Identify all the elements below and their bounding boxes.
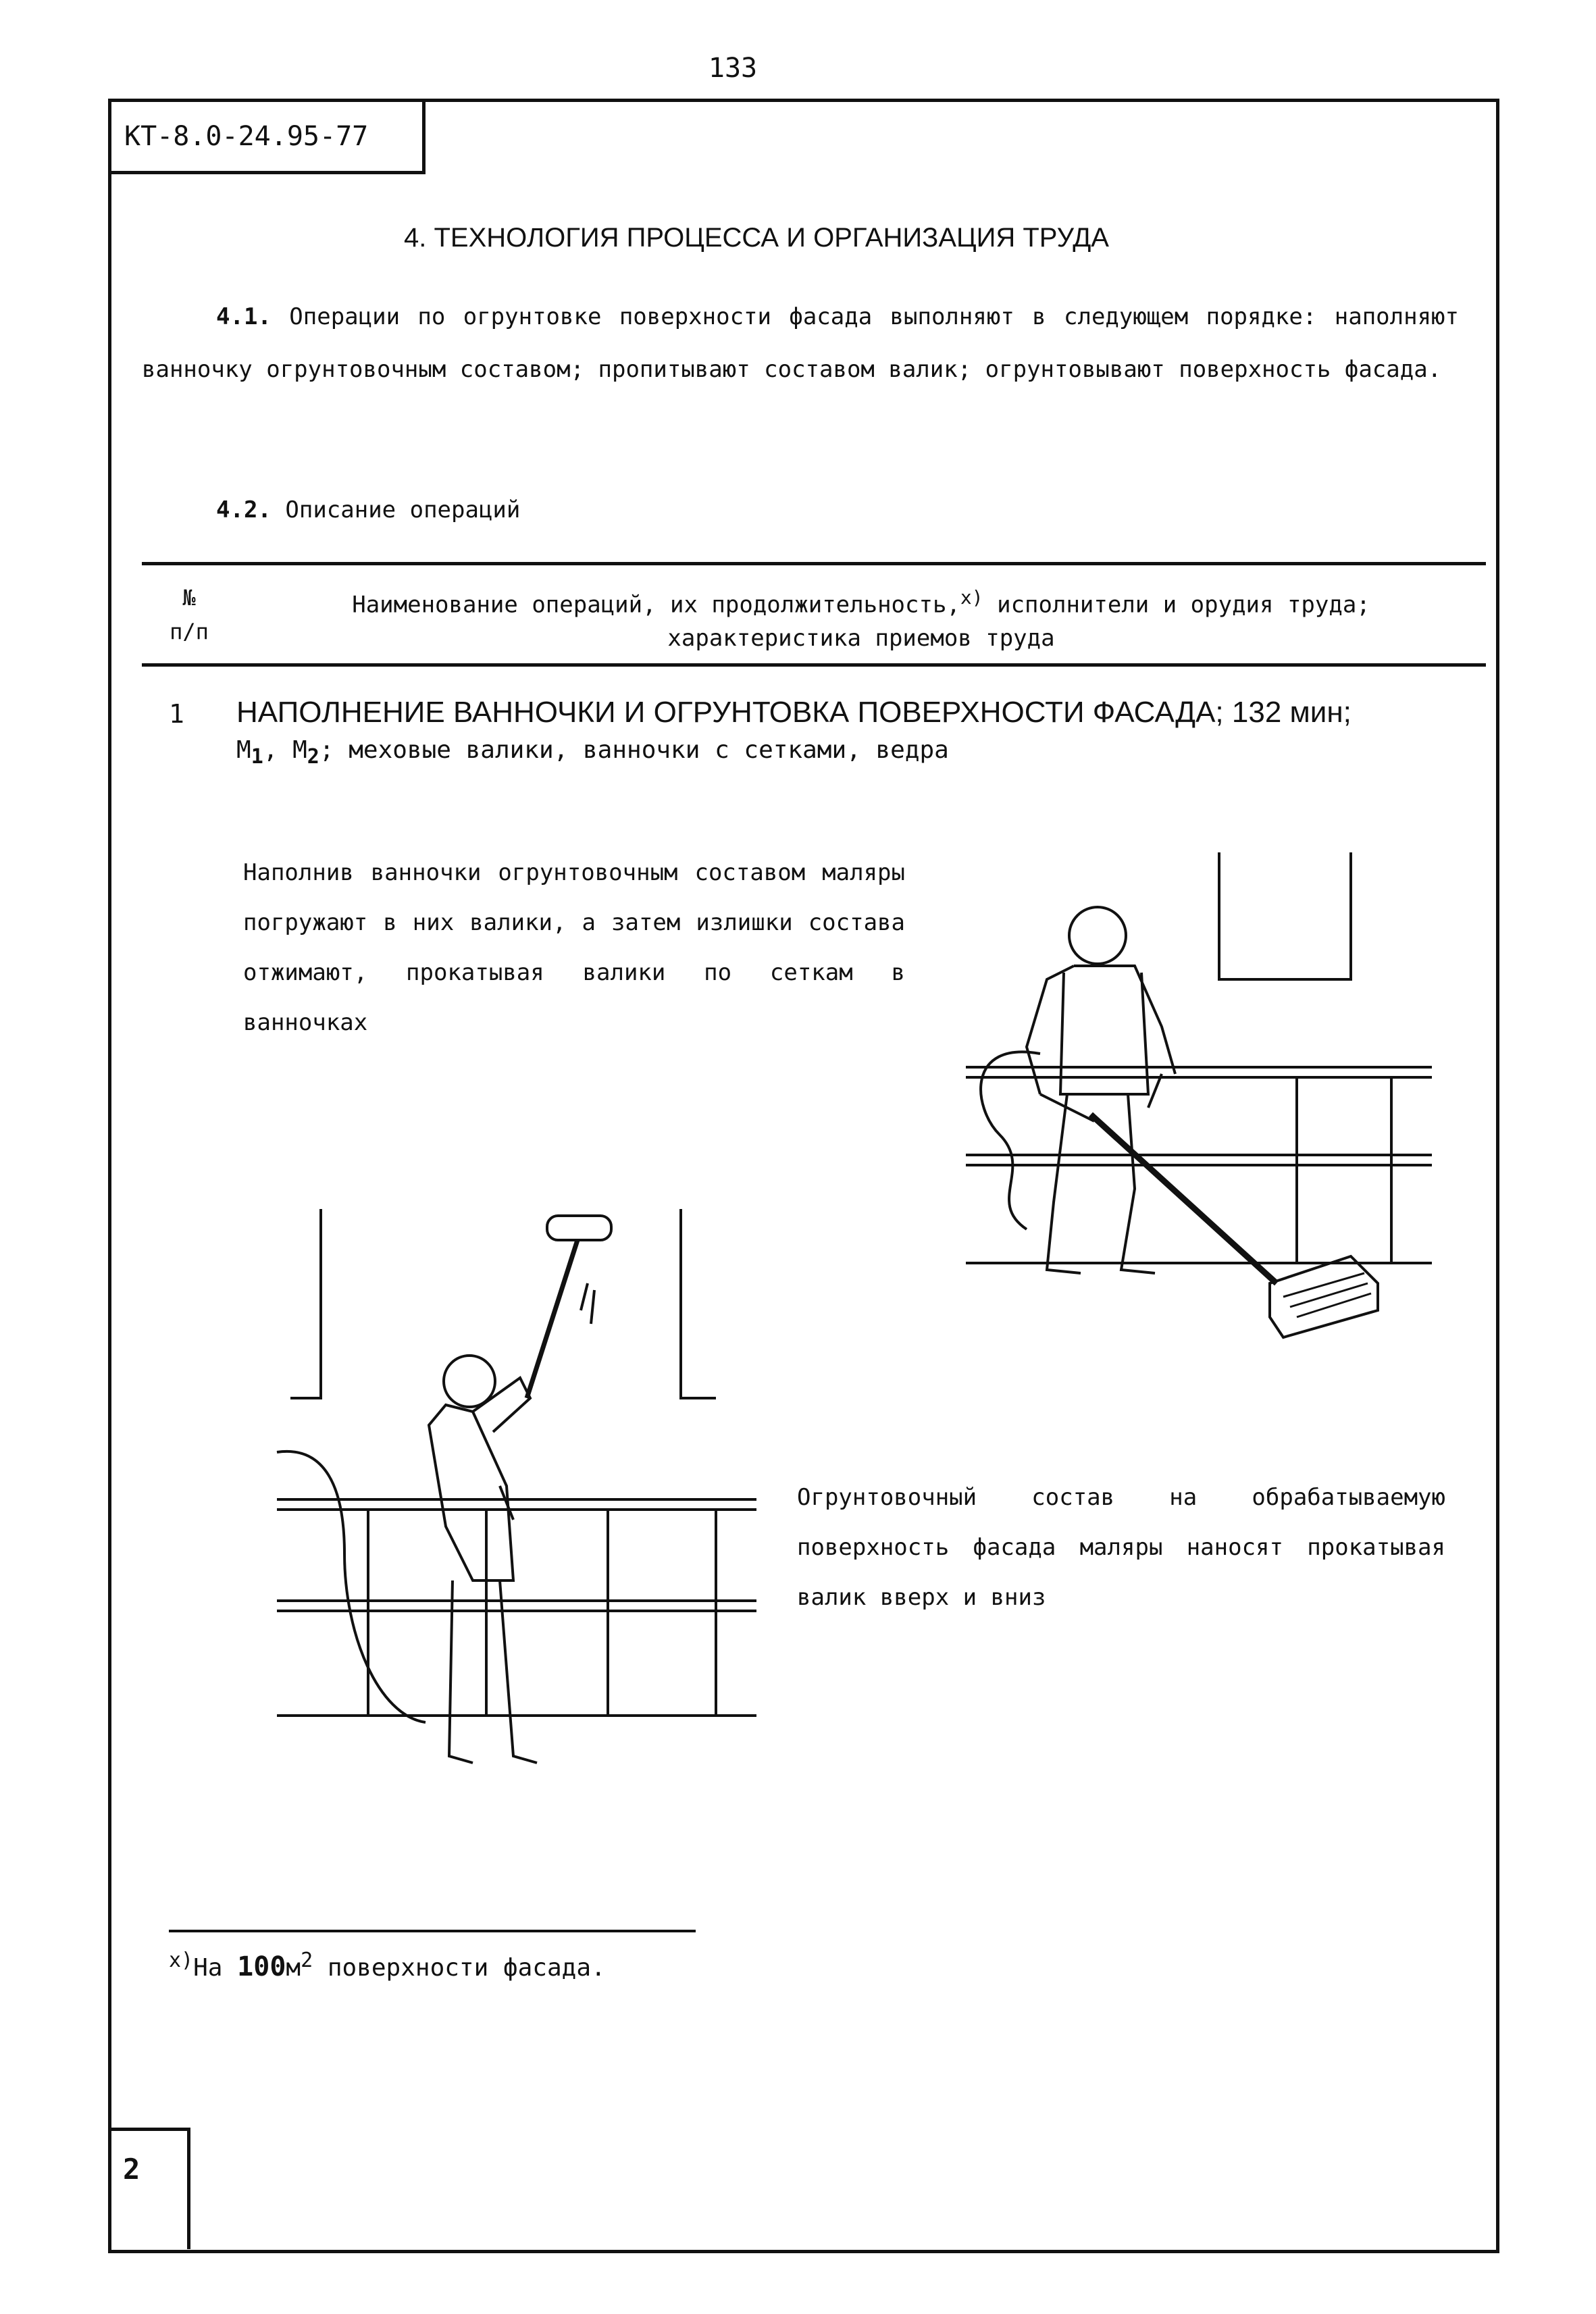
footnote-amount: 100 [237, 1951, 286, 1982]
table-top-rule [142, 562, 1486, 565]
column-header-number [142, 581, 236, 648]
worker-1: М [236, 736, 251, 764]
operation-title: НАПОЛНЕНИЕ ВАННОЧКИ И ОГРУНТОВКА ПОВЕРХНОСТИ ФАСАДА; 132 мин; [236, 696, 1352, 729]
column-header-part-c: характеристика приемов труда [667, 625, 1055, 652]
paragraph-4-1 [142, 290, 1459, 396]
illustration-filling-tray [946, 851, 1459, 1378]
subsection-title: Описание операций [285, 496, 521, 523]
tools-list: меховые валики, ванночки с сетками, ведра [349, 736, 949, 764]
subsection-heading [216, 496, 520, 523]
column-header-number-line1: № [182, 585, 196, 611]
column-header-part-a: Наименование операций, их продолжительность, [352, 591, 960, 619]
footnote-text: поверхности фасада. [327, 1954, 606, 1982]
footnote [169, 1949, 606, 1982]
description-filling-tray: Наполнив ванночки огрунтовочным составом маляры погружают в них валики, а затем излишки состава отжимают, прокатывая валики по сеткам в ванночках [243, 859, 905, 1036]
worker-2-index: 2 [307, 745, 319, 769]
description-priming: Огрунтовочный состав на обрабатываемую поверхность фасада маляры наносят прокатывая валик вверх и вниз [797, 1484, 1445, 1611]
footnote-prefix: На [193, 1954, 223, 1982]
column-header-number-line2: п/п [170, 619, 209, 644]
worker-1-index: 1 [251, 745, 263, 769]
section-title: 4. ТЕХНОЛОГИЯ ПРОЦЕССА И ОРГАНИЗАЦИЯ ТРУДА [404, 223, 1109, 253]
paragraph-number: 4.1. [216, 303, 272, 330]
document-code: КТ-8.0-24.95-77 [108, 99, 426, 174]
operation-workers-tools: $М_1$, $М_2$; меховые валики, ванночки с сетками, ведра [236, 736, 949, 769]
footnote-unit: м [286, 1954, 301, 1982]
column-header-part-b: исполнители и орудия труда; [997, 591, 1370, 619]
footnote-unit-power: 2 [301, 1949, 313, 1972]
footnote-rule [169, 1930, 696, 1932]
subsection-number: 4.2. [216, 496, 272, 523]
column-header-description [257, 581, 1466, 655]
paragraph-text: Операции по огрунтовке поверхности фасада выполняют в следующем порядке: наполняют ванночку огрунтовочным составом; пропитывают составом валик; огрунтовывают поверхность фасада. [142, 303, 1459, 383]
page-number: 133 [708, 53, 758, 84]
footnote-mark: х) [960, 586, 983, 609]
footnote-mark: х) [169, 1949, 194, 1972]
illustration-rolling-primer [270, 1202, 763, 1797]
worker-2: М [292, 736, 307, 764]
sheet-number: 2 [108, 2128, 190, 2249]
table-header-rule [142, 663, 1486, 667]
operation-number: 1 [169, 699, 184, 729]
